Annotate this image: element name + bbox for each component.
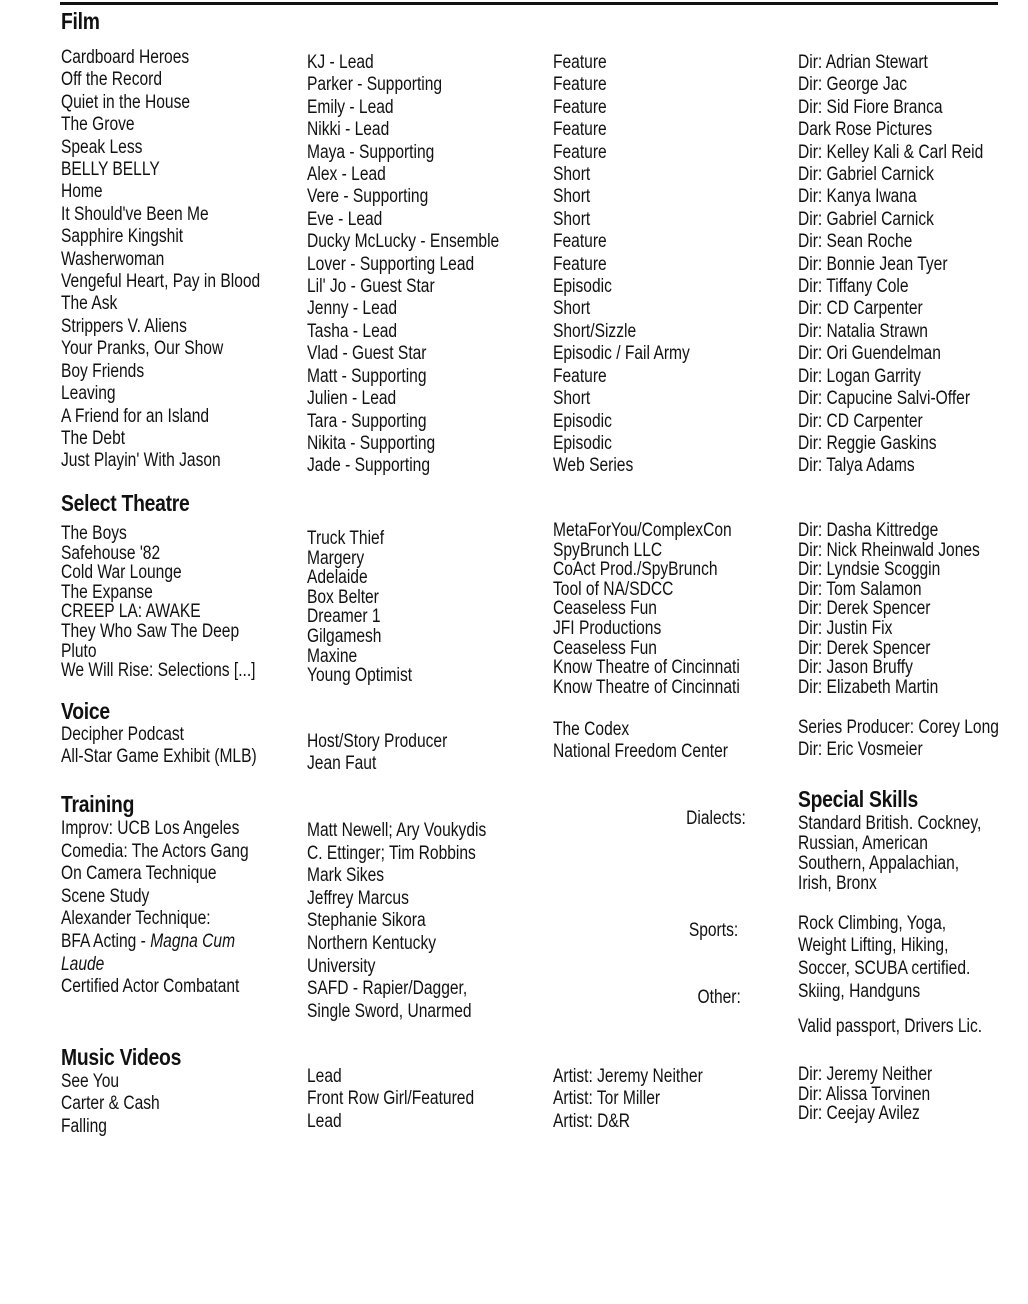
list-item: JFI Productions xyxy=(553,617,662,639)
list-item: Dark Rose Pictures xyxy=(798,119,933,141)
list-item: Ceaseless Fun xyxy=(553,637,657,659)
list-item: Dir: CD Carpenter xyxy=(798,410,923,432)
list-item: Julien - Lead xyxy=(307,388,397,410)
theatre-directors xyxy=(798,521,980,697)
film-directors xyxy=(798,52,983,478)
list-item: Feature xyxy=(553,231,607,253)
film-titles xyxy=(61,47,260,473)
list-item: Decipher Podcast xyxy=(61,724,184,745)
list-item: Dir: Justin Fix xyxy=(798,617,893,639)
list-item: CREEP LA: AWAKE xyxy=(61,601,201,623)
list-item: Just Playin' With Jason xyxy=(61,450,221,472)
list-item: Box Belter xyxy=(307,586,379,608)
list-item: The Grove xyxy=(61,114,135,136)
list-item: Artist: Jeremy Neither xyxy=(553,1066,703,1087)
dialects-label: Dialects: xyxy=(686,808,746,829)
list-item: Valid passport, Drivers Lic. xyxy=(798,1016,983,1037)
list-item: Artist: D&R xyxy=(553,1110,631,1132)
list-item: Know Theatre of Cincinnati xyxy=(553,657,740,679)
list-item: Front Row Girl/Featured xyxy=(307,1088,475,1110)
list-item: Truck Thief xyxy=(307,528,385,549)
list-item: Short/Sizzle xyxy=(553,320,637,342)
list-item: Feature xyxy=(553,365,607,387)
list-item: Rock Climbing, Yoga, xyxy=(798,913,947,934)
list-item: Short xyxy=(553,388,591,410)
list-item: SpyBrunch LLC xyxy=(553,539,663,561)
list-item: Dreamer 1 xyxy=(307,606,381,628)
list-item: The Ask xyxy=(61,293,118,315)
list-item: Feature xyxy=(553,96,607,118)
list-item: Dir: CD Carpenter xyxy=(798,298,923,320)
list-item: On Camera Technique xyxy=(61,863,217,885)
list-item: Margery xyxy=(307,547,365,569)
list-item: KJ - Lead xyxy=(307,52,374,73)
list-item: Weight Lifting, Hiking, xyxy=(798,935,949,957)
music-titles xyxy=(61,1071,160,1138)
list-item: Scene Study xyxy=(61,885,150,907)
list-item: MetaForYou/ComplexCon xyxy=(553,520,732,541)
list-item: Feature xyxy=(553,119,607,141)
top-rule xyxy=(60,2,998,5)
list-item: Dir: Tiffany Cole xyxy=(798,276,909,298)
training-items xyxy=(61,818,249,999)
list-item: Sapphire Kingshit xyxy=(61,226,184,248)
list-item: Strippers V. Aliens xyxy=(61,315,187,337)
list-item: Episodic xyxy=(553,432,612,454)
list-item: BFA Acting - Magna Cum xyxy=(61,930,236,952)
list-item: University xyxy=(307,955,376,977)
list-item: Single Sword, Unarmed xyxy=(307,1000,472,1022)
list-item: Feature xyxy=(553,253,607,275)
list-item: National Freedom Center xyxy=(553,741,728,763)
other-list xyxy=(798,981,920,1003)
list-item: Quiet in the House xyxy=(61,91,191,113)
voice-roles xyxy=(307,731,447,776)
film-roles xyxy=(307,52,499,478)
list-item: Home xyxy=(61,181,103,203)
list-item: Dir: Derek Spencer xyxy=(798,637,931,659)
list-item: Adelaide xyxy=(307,567,368,589)
list-item: Maxine xyxy=(307,645,358,667)
section-heading-film: Film xyxy=(61,8,100,34)
list-item: Jean Faut xyxy=(307,753,377,775)
theatre-companies xyxy=(553,521,740,697)
list-item: Dir: Sid Fiore Branca xyxy=(798,96,943,118)
list-item: Dir: Natalia Strawn xyxy=(798,320,928,342)
list-item: Speak Less xyxy=(61,136,143,158)
list-item: Stephanie Sikora xyxy=(307,910,426,932)
list-item: Dir: Elizabeth Martin xyxy=(798,676,939,698)
list-item: Lover - Supporting Lead xyxy=(307,253,475,275)
list-item: Dir: Talya Adams xyxy=(798,455,915,477)
list-item: Host/Story Producer xyxy=(307,731,448,752)
list-item: They Who Saw The Deep xyxy=(61,620,240,642)
list-item: Episodic / Fail Army xyxy=(553,343,690,365)
list-item: Alexander Technique: xyxy=(61,908,211,930)
voice-directors xyxy=(798,717,999,762)
list-item: Episodic xyxy=(553,410,612,432)
section-heading-theatre: Select Theatre xyxy=(61,490,190,516)
list-item: Matt Newell; Ary Voukydis xyxy=(307,820,487,841)
list-item: Southern, Appalachian, xyxy=(798,853,960,874)
list-item: Dir: Lyndsie Scoggin xyxy=(798,559,941,581)
list-item: Northern Kentucky xyxy=(307,932,437,954)
list-item: Nikita - Supporting xyxy=(307,432,436,454)
theatre-roles xyxy=(307,529,412,686)
list-item: Dir: Derek Spencer xyxy=(798,598,931,620)
list-item: Eve - Lead xyxy=(307,208,383,230)
list-item: Lead xyxy=(307,1066,342,1087)
list-item: Washerwoman xyxy=(61,248,165,270)
list-item: Dir: Alissa Torvinen xyxy=(798,1083,931,1105)
music-artists xyxy=(553,1066,703,1133)
list-item: Artist: Tor Miller xyxy=(553,1088,661,1110)
honor-text: Magna Cum xyxy=(150,930,236,952)
list-item: Vlad - Guest Star xyxy=(307,343,427,365)
list-item: Matt - Supporting xyxy=(307,365,427,387)
list-item: Ducky McLucky - Ensemble xyxy=(307,231,500,253)
dialects-list xyxy=(798,814,981,894)
list-item: Dir: Dasha Kittredge xyxy=(798,520,939,541)
list-item: Parker - Supporting xyxy=(307,74,443,96)
list-item: Web Series xyxy=(553,455,634,477)
list-item: Dir: Ori Guendelman xyxy=(798,343,941,365)
sports-list xyxy=(798,913,970,980)
list-item: Dir: Tom Salamon xyxy=(798,578,922,600)
list-item: Dir: Jason Bruffy xyxy=(798,657,913,679)
list-item: Pluto xyxy=(61,640,97,662)
list-item: Your Pranks, Our Show xyxy=(61,338,224,360)
list-item: Dir: Gabriel Carnick xyxy=(798,164,934,186)
list-item: Dir: Capucine Salvi-Offer xyxy=(798,388,971,410)
list-item: Short xyxy=(553,186,591,208)
list-item: The Boys xyxy=(61,523,127,544)
list-item: Cold War Lounge xyxy=(61,562,182,584)
list-item: It Should've Been Me xyxy=(61,203,209,225)
list-item: Feature xyxy=(553,141,607,163)
list-item: Jade - Supporting xyxy=(307,455,430,477)
list-item: Short xyxy=(553,208,591,230)
list-item: Dir: Logan Garrity xyxy=(798,365,921,387)
list-item: Lil' Jo - Guest Star xyxy=(307,276,435,298)
honor-text: Laude xyxy=(61,953,105,975)
list-item: Dir: Kanya Iwana xyxy=(798,186,917,208)
list-item: Leaving xyxy=(61,383,116,405)
list-item: Irish, Bronx xyxy=(798,873,877,894)
list-item: Tasha - Lead xyxy=(307,320,398,342)
list-item: The Debt xyxy=(61,427,126,449)
section-heading-music: Music Videos xyxy=(61,1044,182,1070)
list-item: Boy Friends xyxy=(61,360,145,382)
list-item: Know Theatre of Cincinnati xyxy=(553,676,740,698)
section-heading-skills: Special Skills xyxy=(798,786,918,812)
list-item: Gilgamesh xyxy=(307,625,382,647)
list-item: Carter & Cash xyxy=(61,1093,160,1115)
music-roles xyxy=(307,1066,474,1133)
list-item: Dir: Reggie Gaskins xyxy=(798,432,937,454)
list-item: The Expanse xyxy=(61,581,153,603)
list-item: Episodic xyxy=(553,276,612,298)
list-item: Falling xyxy=(61,1115,107,1137)
list-item: We Will Rise: Selections [...] xyxy=(61,660,256,682)
voice-companies xyxy=(553,719,728,764)
list-item: The Codex xyxy=(553,719,630,740)
list-item: Dir: Sean Roche xyxy=(798,231,913,253)
list-item: Dir: Jeremy Neither xyxy=(798,1064,933,1085)
list-item: Dir: Bonnie Jean Tyer xyxy=(798,253,948,275)
film-types xyxy=(553,52,690,478)
other-label: Other: xyxy=(697,987,741,1008)
list-item xyxy=(61,954,249,977)
list-item: Jeffrey Marcus xyxy=(307,887,409,909)
list-item: Dir: Adrian Stewart xyxy=(798,52,928,73)
list-item: Improv: UCB Los Angeles xyxy=(61,818,240,839)
theatre-titles xyxy=(61,524,256,681)
list-item: Comedia: The Actors Gang xyxy=(61,840,249,862)
list-item: Lead xyxy=(307,1110,342,1132)
music-directors xyxy=(798,1065,932,1124)
list-item: Vere - Supporting xyxy=(307,186,429,208)
list-item: Mark Sikes xyxy=(307,865,385,887)
list-item: Vengeful Heart, Pay in Blood xyxy=(61,271,261,293)
list-item: See You xyxy=(61,1071,120,1092)
list-item: Feature xyxy=(553,52,607,73)
list-item: Tool of NA/SDCC xyxy=(553,578,674,600)
list-item: Young Optimist xyxy=(307,665,413,687)
list-item: SAFD - Rapier/Dagger, xyxy=(307,978,468,1000)
list-item: Nikki - Lead xyxy=(307,119,390,141)
list-item: Certified Actor Combatant xyxy=(61,976,240,998)
section-heading-training: Training xyxy=(61,791,135,817)
list-item: BELLY BELLY xyxy=(61,159,160,181)
list-item: Soccer, SCUBA certified. xyxy=(798,957,971,979)
list-item: Russian, American xyxy=(798,833,928,854)
list-item: CoAct Prod./SpyBrunch xyxy=(553,559,718,581)
list-item: Maya - Supporting xyxy=(307,141,435,163)
list-item: Alex - Lead xyxy=(307,164,386,186)
list-item: Dir: George Jac xyxy=(798,74,908,96)
list-item: Jenny - Lead xyxy=(307,298,398,320)
list-item: Short xyxy=(553,298,591,320)
list-item: Dir: Kelley Kali & Carl Reid xyxy=(798,141,984,163)
training-teachers xyxy=(307,820,486,1023)
list-item: Dir: Gabriel Carnick xyxy=(798,208,934,230)
list-item: Series Producer: Corey Long xyxy=(798,717,999,738)
list-item: Ceaseless Fun xyxy=(553,598,657,620)
extra-skill xyxy=(798,1016,982,1038)
list-item: Off the Record xyxy=(61,69,163,91)
list-item: Safehouse '82 xyxy=(61,542,161,564)
list-item: C. Ettinger; Tim Robbins xyxy=(307,842,476,864)
list-item: Skiing, Handguns xyxy=(798,981,921,1002)
list-item: Dir: Nick Rheinwald Jones xyxy=(798,539,980,561)
list-item: Dir: Ceejay Avilez xyxy=(798,1103,920,1125)
list-item: Standard British. Cockney, xyxy=(798,813,982,834)
sports-label: Sports: xyxy=(688,920,738,941)
list-item: A Friend for an Island xyxy=(61,405,210,427)
list-item: Cardboard Heroes xyxy=(61,47,190,68)
section-heading-voice: Voice xyxy=(61,698,110,724)
list-item: All-Star Game Exhibit (MLB) xyxy=(61,746,257,768)
list-item: Feature xyxy=(553,74,607,96)
list-item: Emily - Lead xyxy=(307,96,394,118)
voice-titles xyxy=(61,724,257,769)
list-item: Dir: Eric Vosmeier xyxy=(798,739,923,761)
list-item: Tara - Supporting xyxy=(307,410,427,432)
list-item: Short xyxy=(553,164,591,186)
